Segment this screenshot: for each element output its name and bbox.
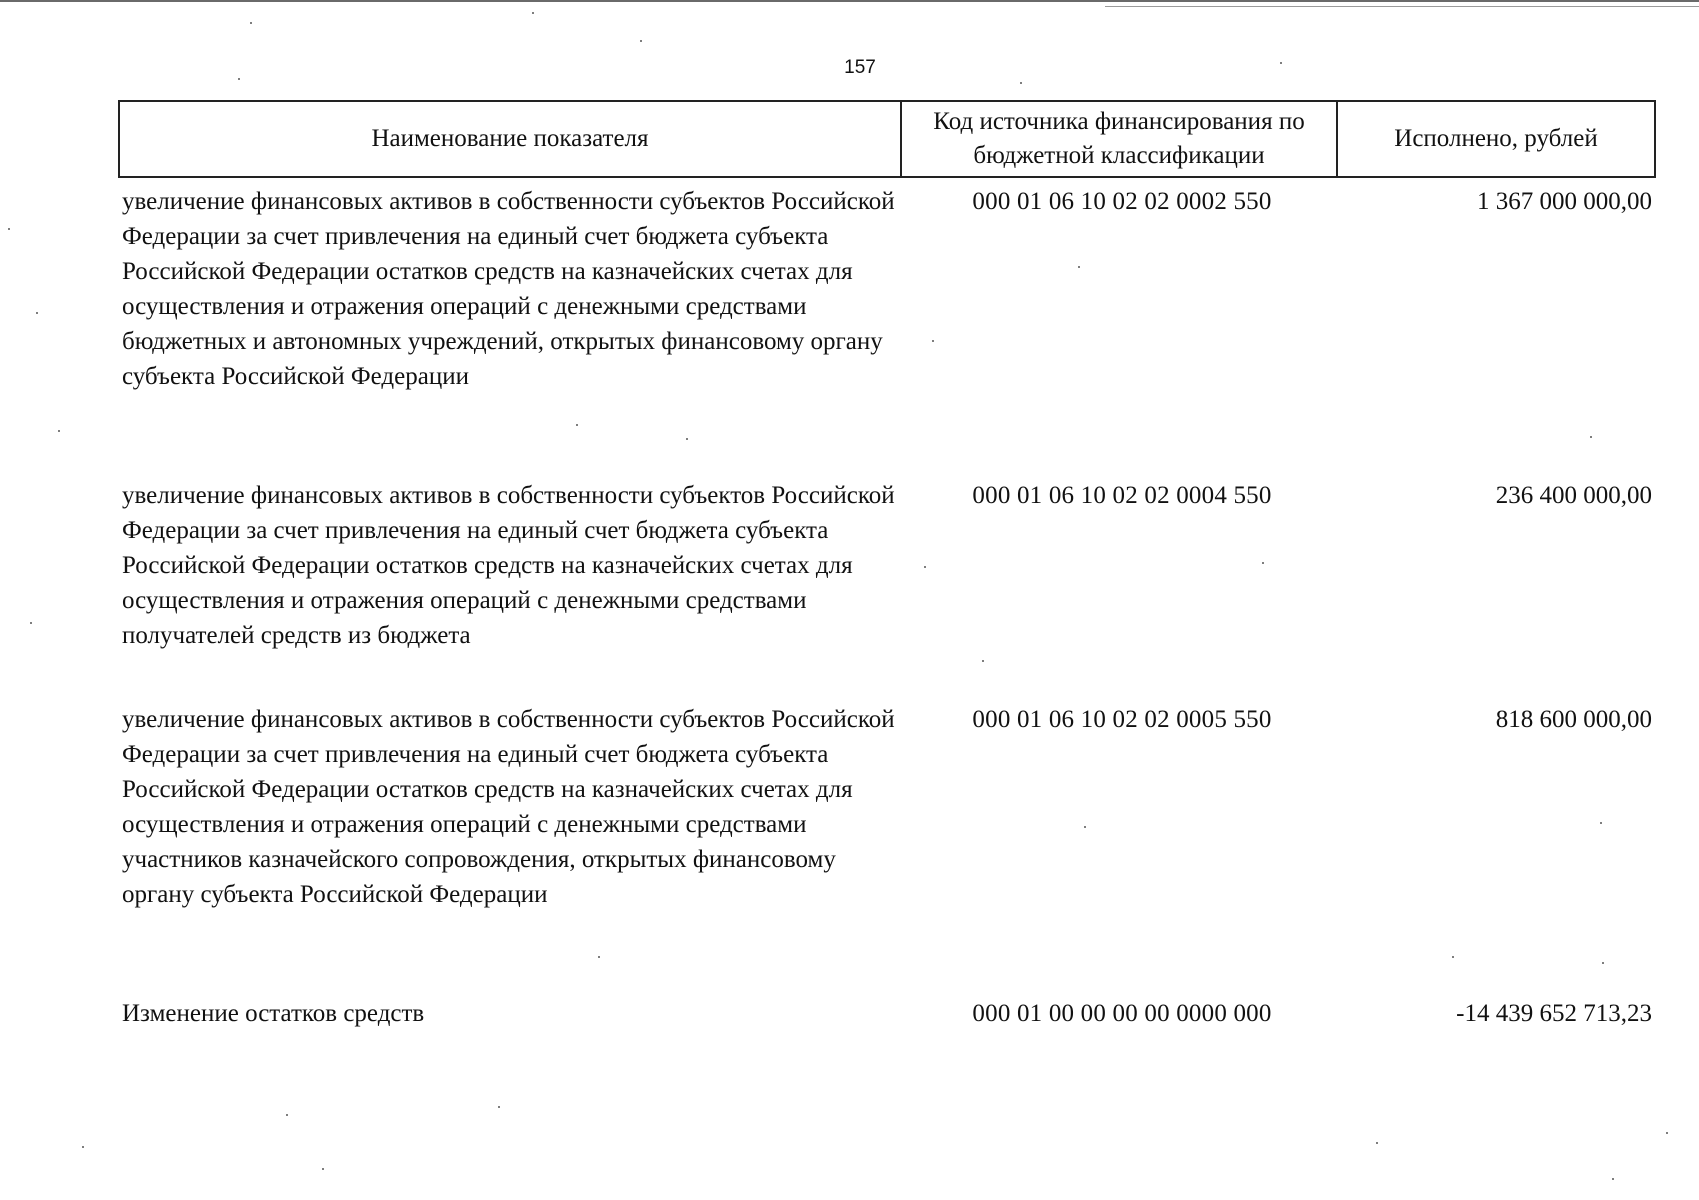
row-code: 000 01 06 10 02 02 0004 550	[972, 482, 1272, 509]
scan-speck	[58, 430, 60, 432]
table-row	[122, 184, 1656, 478]
scan-speck	[498, 1106, 500, 1108]
table-header	[118, 100, 1656, 178]
scan-speck	[1600, 822, 1602, 824]
scan-speck	[8, 228, 10, 230]
scan-speck	[1666, 1132, 1668, 1134]
table-row-total	[122, 996, 1656, 1056]
row-code: 000 01 00 00 00 00 0000 000	[972, 1000, 1272, 1027]
scan-speck	[1590, 436, 1592, 438]
scan-speck	[924, 566, 926, 568]
scan-top-edge-secondary	[1105, 6, 1699, 7]
scan-speck	[1612, 1178, 1614, 1180]
row-code: 000 01 06 10 02 02 0002 550	[972, 188, 1272, 215]
row-value: 1 367 000 000,00	[1477, 188, 1652, 215]
scan-speck	[1020, 82, 1022, 84]
header-code-column: Код источника финансирования по бюджетной классификации	[902, 102, 1338, 176]
scan-speck	[1376, 1142, 1378, 1144]
row-code: 000 01 06 10 02 02 0005 550	[972, 706, 1272, 733]
row-value: -14 439 652 713,23	[1456, 1000, 1652, 1027]
header-value-column: Исполнено, рублей	[1394, 125, 1598, 152]
row-name: увеличение финансовых активов в собственности субъектов Российской Федерации за счет привлечения на единый счет бюджета субъекта Российской Федерации остатков средств на казначейских счетах для осуществления и отражения операций с денежными средствами участников казначейского сопровождения, открытых финансовому органу субъекта Российской Федерации	[122, 706, 895, 908]
scan-speck	[686, 438, 688, 440]
row-name: увеличение финансовых активов в собственности субъектов Российской Федерации за счет привлечения на единый счет бюджета субъекта Российской Федерации остатков средств на казначейских счетах для осуществления и отражения операций с денежными средствами получателей средств из бюджета	[122, 482, 895, 649]
scan-speck	[322, 1168, 324, 1170]
scan-speck	[238, 78, 240, 80]
table-row	[122, 702, 1656, 996]
scan-speck	[982, 660, 984, 662]
scan-speck	[250, 22, 252, 24]
scan-speck	[576, 424, 578, 426]
table-row	[122, 478, 1656, 702]
scan-speck	[1452, 956, 1454, 958]
scan-speck	[82, 1146, 84, 1148]
page-number: 157	[844, 57, 876, 78]
scan-speck	[36, 312, 38, 314]
scan-speck	[932, 340, 934, 342]
scan-speck	[30, 622, 32, 624]
row-value: 236 400 000,00	[1495, 482, 1652, 509]
header-name-column: Наименование показателя	[120, 102, 902, 176]
scan-speck	[640, 40, 642, 42]
scan-speck	[1078, 266, 1080, 268]
scan-speck	[1602, 962, 1604, 964]
scan-speck	[532, 12, 534, 14]
scan-speck	[1262, 562, 1264, 564]
scan-speck	[1084, 826, 1086, 828]
scan-speck	[1280, 62, 1282, 64]
row-name: увеличение финансовых активов в собственности субъектов Российской Федерации за счет привлечения на единый счет бюджета субъекта Российской Федерации остатков средств на казначейских счетах для осуществления и отражения операций с денежными средствами бюджетных и автономных учреждений, открытых финансовому органу субъекта Российской Федерации	[122, 188, 895, 390]
scan-speck	[286, 1114, 288, 1116]
scan-top-edge	[0, 0, 1699, 2]
table-body	[122, 184, 1656, 1056]
scan-speck	[598, 956, 600, 958]
row-value: 818 600 000,00	[1495, 706, 1652, 733]
row-name: Изменение остатков средств	[122, 1000, 425, 1027]
